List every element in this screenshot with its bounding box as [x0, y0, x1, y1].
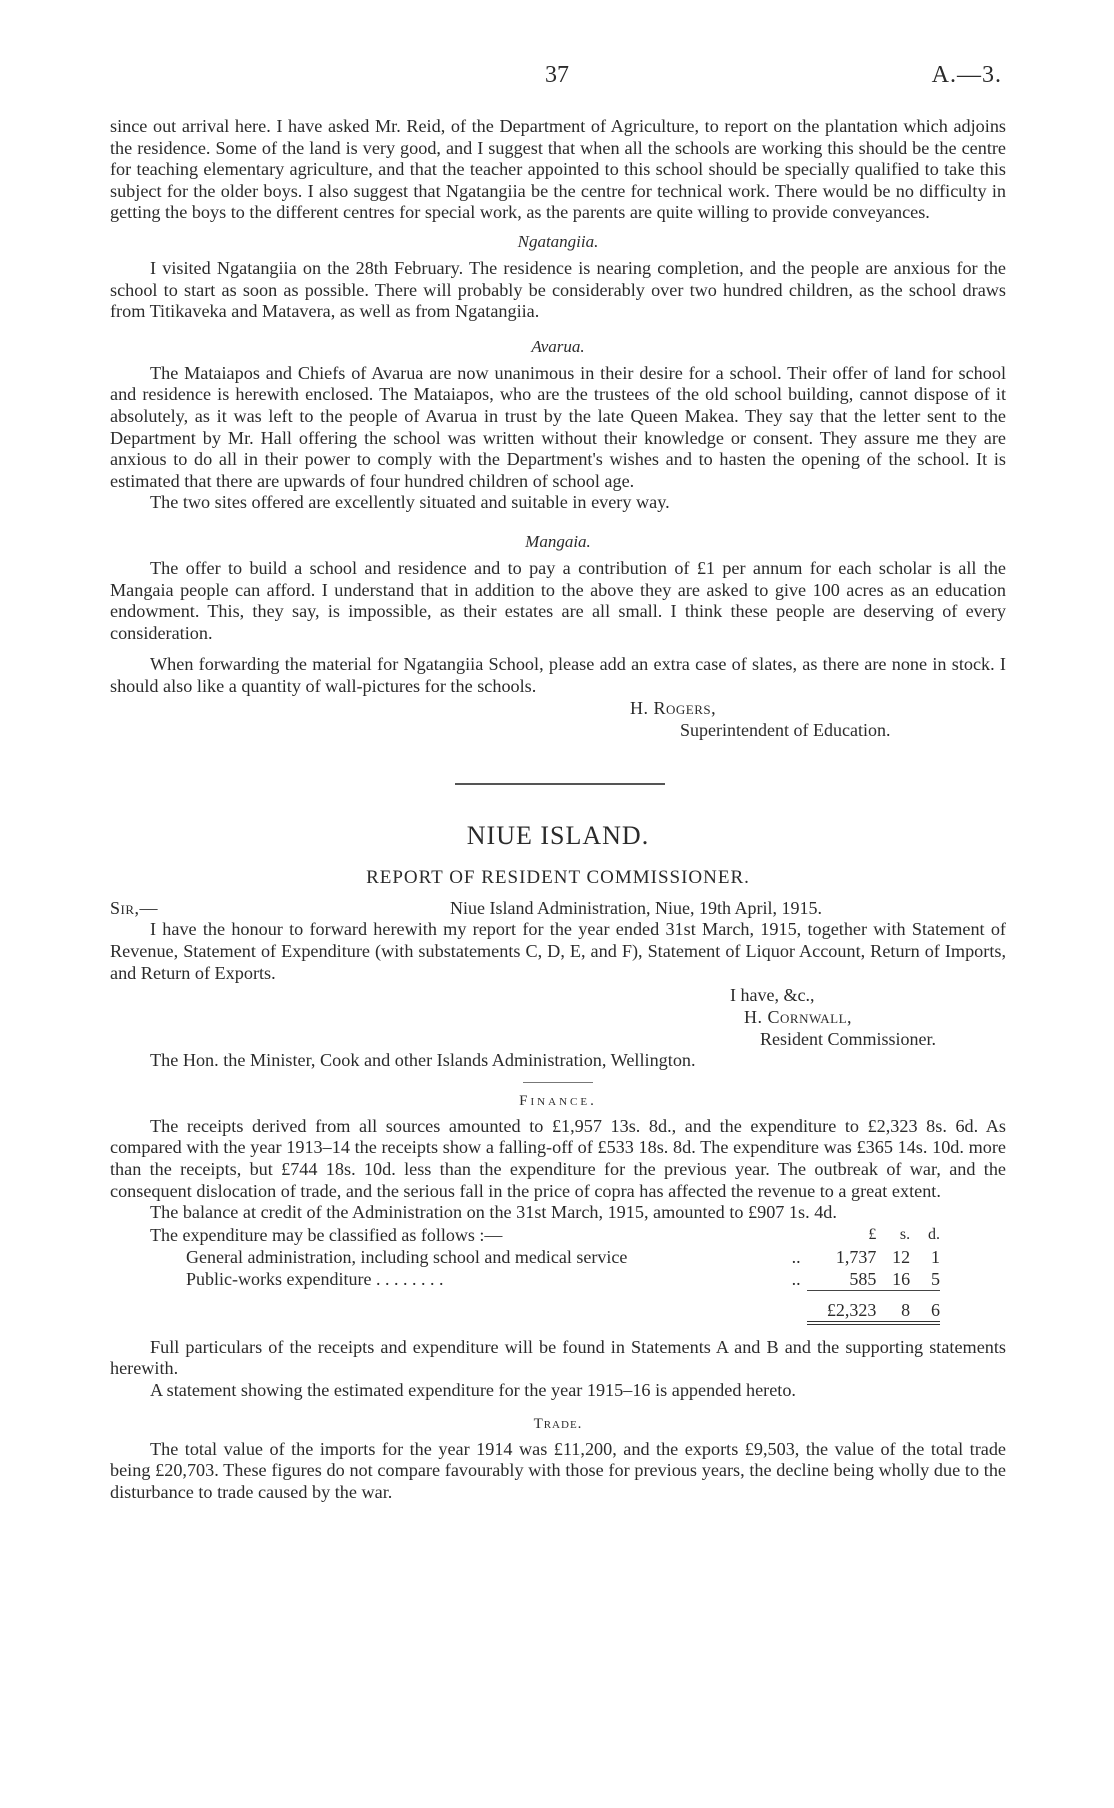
page-number: 37 [545, 62, 569, 88]
section-title: NIUE ISLAND. [466, 821, 650, 851]
paragraph-finance-particulars: Full particulars of the receipts and expenditure will be found in Statements A and B and the supporting statements herewith. [110, 1336, 1006, 1379]
total-spacer [150, 1290, 741, 1323]
paragraph-avarua-sites: The two sites offered are excellently situated and suitable in every way. [150, 492, 670, 513]
heading-finance: Finance. [519, 1092, 597, 1109]
table-header-row [150, 1224, 940, 1246]
spacer [110, 889, 1006, 897]
row-leader: .. [791, 1269, 801, 1290]
paragraph-mangaia: The offer to build a school and residence and to pay a contribution of £1 per annum for each scholar is all the Mangaia people can afford. I understand that in addition to the above they are asked to give 100 acres as an education endowment. This, they say, is impossible, as their estates are all small. I think these people are deserving of every consideration. [110, 557, 1006, 643]
col-pence: d. [928, 1225, 940, 1243]
signature-rogers [630, 697, 1006, 719]
page-content [110, 116, 1006, 1503]
heading-mangaia: Mangaia. [525, 531, 591, 551]
paragraph-finance-receipts: The receipts derived from all sources amounted to £1,957 13s. 8d., and the expenditure to £2,323 8s. 6d. As compared with the year 1913–14 the receipts show a falling-off of £533 18s. 8d. The expenditure was £365 14s. 10d. more than the receipts, but £744 18s. 10d. less than the expenditure for the previous year. The outbreak of war, and the consequent dislocation of trade, and the serious fall in the price of copra has affected the revenue to a great extent. [110, 1115, 1006, 1201]
row-pence: 5 [931, 1268, 940, 1289]
heading-ngatangiia: Ngatangiia. [517, 231, 599, 251]
table-row [150, 1268, 940, 1291]
spacer [110, 1072, 1006, 1082]
addressee: The Hon. the Minister, Cook and other Islands Administration, Wellington. [150, 1050, 696, 1071]
expenditure-table [150, 1224, 940, 1325]
col-shillings: s. [899, 1225, 911, 1243]
paragraph-trade: The total value of the imports for the year 1914 was £11,200, and the exports £9,503, the value of the total trade being £20,703. These figures do not compare favourably with those for previous years, the decline being wholly due to the disturbance to trade caused by the war. [110, 1438, 1006, 1502]
spacer [110, 1083, 1006, 1093]
paragraph-avarua: The Mataiapos and Chiefs of Avarua are now unanimous in their desire for a school. Their offer of land for school and residence is herewith enclosed. The Mataiapos, who are the trustees of the old school building, cannot dispose of it absolutely, as it was left to the people of Avarua in trust by the late Queen Makea. They say that the letter sent to the Department by Mr. Hall offering the school was written without their knowledge or consent. They assure me they are anxious to do all in their power to comply with the Department's wishes and to hasten the opening of the school. It is estimated that there are upwards of four hundred children of school age. [110, 362, 1006, 491]
salutation: Sir,— [110, 898, 159, 919]
total-lead [741, 1290, 806, 1323]
table-total-row [150, 1290, 940, 1323]
letter-opening [110, 897, 1006, 919]
spacer [110, 1325, 1006, 1337]
row-label: Public-works expenditure . . . . . . . . [186, 1269, 444, 1290]
signature-title: Superintendent of Education. [680, 720, 891, 741]
paragraph-continuation: since out arrival here. I have asked Mr. Reid, of the Department of Agriculture, to report on the plantation which adjoins the residence. Some of the land is very good, and I suggest that when all the schools are working this should be the centre for teaching elementary agriculture, and that the teacher appointed to this school should be specially qualified to take this subject for the older boys. I also suggest that Ngatangiia be the centre for technical work. There would be no difficulty in getting the boys to the different centres for special work, as the parents are quite willing to provide conveyances. [110, 116, 1006, 223]
row-pounds: 1,737 [835, 1246, 877, 1267]
row-shillings: 16 [892, 1268, 911, 1289]
table-row [150, 1246, 940, 1268]
total-pence: 6 [910, 1290, 940, 1323]
table-caption: The expenditure may be classified as follows :— [150, 1224, 503, 1245]
heading-trade: Trade. [533, 1415, 583, 1432]
paragraph-finance-balance: The balance at credit of the Administration on the 31st March, 1915, amounted to £907 1s. 4d. [150, 1202, 837, 1223]
row-label: General administration, including school and medical service [186, 1246, 628, 1267]
section-subtitle: REPORT OF RESIDENT COMMISSIONER. [366, 867, 750, 889]
paragraph-finance-estimate: A statement showing the estimated expenditure for the year 1915–16 is appended hereto. [150, 1380, 796, 1400]
total-shillings: 8 [876, 1290, 910, 1323]
spacer [110, 1402, 1006, 1416]
closing: I have, &c., [730, 985, 815, 1006]
paragraph-ngatangiia: I visited Ngatangiia on the 28th February. The residence is nearing completion, and the people are anxious for the school to start as soon as possible. There will probably be considerably over two hundred children, as the school draws from Titikaveka and Matavera, as well as from Ngatangiia. [110, 257, 1006, 322]
closing-block [730, 984, 1006, 1050]
spacer [110, 741, 1006, 783]
table-header-lead [741, 1224, 806, 1246]
signature-cornwall: H. Cornwall, [744, 1007, 853, 1028]
signature-title-wrap [680, 719, 1006, 741]
dateline: Niue Island Administration, Niue, 19th April, 1915. [450, 898, 822, 919]
document-reference: A.—3. [931, 62, 1002, 88]
letter-body: I have the honour to forward herewith my report for the year ended 31st March, 1915, together with Statement of Revenue, Statement of Expenditure (with substatements C, D, E, and F), Statement of Liquor Account, Return of Imports, and Return of Exports. [110, 919, 1006, 983]
heading-avarua: Avarua. [531, 336, 585, 356]
paragraph-slates: When forwarding the material for Ngatangiia School, please add an extra case of slates, as there are none in stock. I should also like a quantity of wall-pictures for the schools. [110, 654, 1006, 696]
row-leader: .. [791, 1246, 801, 1267]
row-shillings: 12 [892, 1246, 911, 1267]
page-header [0, 62, 1114, 92]
total-pounds: £2,323 [807, 1290, 877, 1323]
spacer [110, 851, 1006, 867]
signature-cornwall-title: Resident Commissioner. [760, 1029, 937, 1050]
col-pounds: £ [868, 1225, 877, 1243]
row-pounds: 585 [849, 1268, 877, 1289]
signature-name: H. Rogers, [630, 698, 717, 719]
row-pence: 1 [931, 1246, 940, 1267]
spacer [110, 785, 1006, 821]
